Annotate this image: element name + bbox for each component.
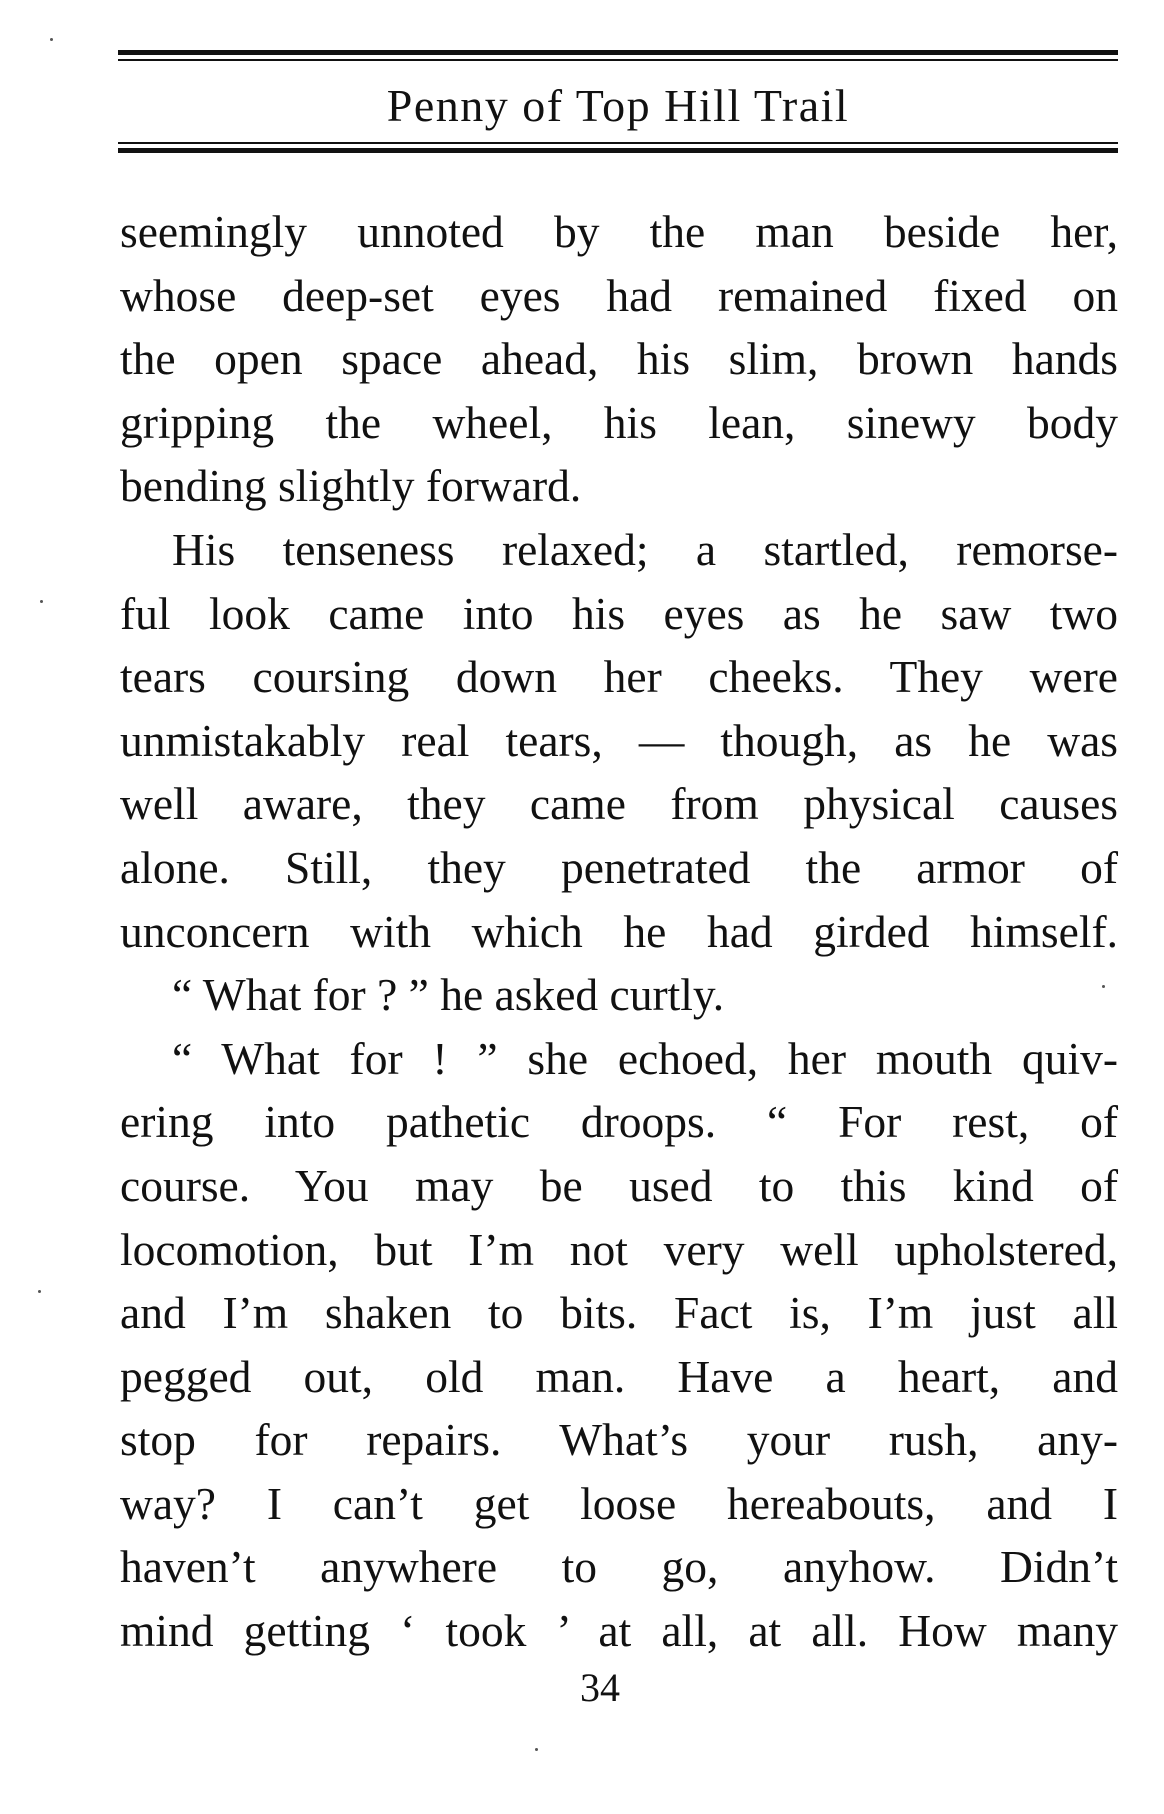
text-line: and I’m shaken to bits. Fact is, I’m just all — [120, 1287, 1118, 1339]
text-line: pegged out, old man. Have a heart, and — [120, 1350, 1118, 1402]
text-line: “ What for ! ” she echoed, her mouth quiv- — [172, 1032, 1118, 1084]
header-bottom-rule-thick — [118, 148, 1118, 153]
text-line: the open space ahead, his slim, brown hands — [120, 333, 1118, 385]
text-line: ful look came into his eyes as he saw two — [120, 587, 1118, 639]
header-top-rule-thin — [118, 59, 1118, 61]
print-speck — [40, 600, 43, 603]
text-line: way? I can’t get loose hereabouts, and I — [120, 1477, 1118, 1529]
text-line: alone. Still, they penetrated the armor of — [120, 841, 1118, 893]
text-line: mind getting ‘ took ’ at all, at all. How many — [120, 1605, 1118, 1657]
print-speck — [38, 1290, 41, 1293]
body-text — [120, 200, 1118, 1663]
running-title: Penny of Top Hill Trail — [386, 80, 850, 131]
text-line: unconcern with which he had girded himself. — [120, 905, 1118, 957]
print-speck — [50, 38, 53, 41]
header-top-rule-thick — [118, 50, 1118, 55]
text-line: locomotion, but I’m not very well upholstered, — [120, 1223, 1118, 1275]
text-line: “ What for ? ” he asked curtly. — [172, 969, 725, 1021]
print-speck — [1102, 985, 1105, 988]
text-line: unmistakably real tears, — though, as he was — [120, 714, 1118, 766]
text-line: bending slightly forward. — [120, 460, 582, 512]
text-line: seemingly unnoted by the man beside her, — [120, 206, 1118, 257]
text-line: His tenseness relaxed; a startled, remorse- — [172, 523, 1118, 575]
text-line: ering into pathetic droops. “ For rest, of — [120, 1096, 1118, 1148]
text-line: haven’t anywhere to go, anyhow. Didn’t — [120, 1541, 1118, 1593]
text-line: whose deep-set eyes had remained fixed on — [120, 269, 1118, 321]
print-speck — [535, 1748, 538, 1751]
text-line: tears coursing down her cheeks. They were — [120, 651, 1118, 703]
page-number: 34 — [580, 1665, 620, 1710]
text-line: stop for repairs. What’s your rush, any- — [120, 1414, 1118, 1466]
header-bottom-rule-thin — [118, 142, 1118, 144]
page-header — [118, 50, 1118, 158]
text-line: well aware, they came from physical causes — [120, 778, 1118, 830]
text-line: gripping the wheel, his lean, sinewy body — [120, 396, 1118, 448]
text-line: course. You may be used to this kind of — [120, 1159, 1118, 1211]
